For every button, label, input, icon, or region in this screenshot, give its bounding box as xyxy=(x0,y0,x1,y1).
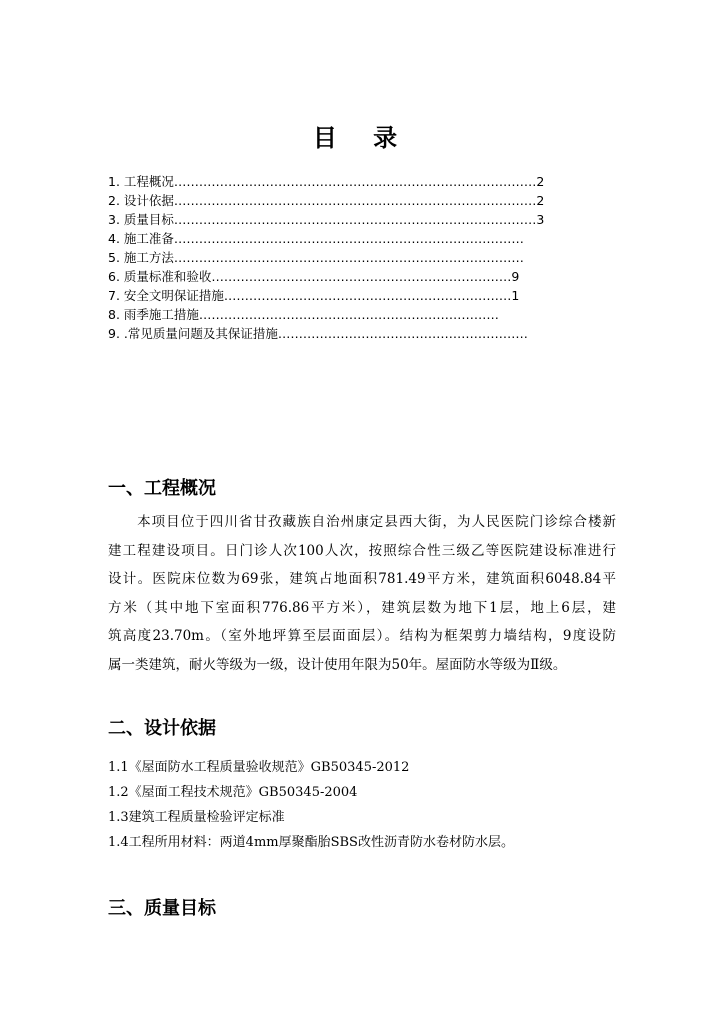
toc-leader-dots: …………………………………………………………………………… xyxy=(173,193,537,208)
section-heading-quality-goals: 三、质量目标 xyxy=(108,898,216,919)
toc-entry[interactable] xyxy=(108,267,608,286)
toc-entry-label: 3. 质量目标 xyxy=(108,212,174,227)
toc-entry-page: 2 xyxy=(536,174,545,189)
design-basis-item: 1.3建筑工程质量检验评定标准 xyxy=(108,810,285,825)
design-basis-list xyxy=(108,755,628,855)
toc-leader-dots: ……………………………………………………………… xyxy=(211,269,512,284)
toc-entry[interactable] xyxy=(108,324,608,343)
design-basis-item: 1.1《屋面防水工程质量验收规范》GB50345-2012 xyxy=(108,760,410,775)
toc-entry[interactable] xyxy=(108,172,608,191)
toc-entry-page: 2 xyxy=(536,193,545,208)
table-of-contents xyxy=(108,172,608,343)
paragraph-line: 方米（其中地下室面积776.86平方米），建筑层数为地下1层，地上6层，建 xyxy=(108,599,616,616)
toc-entry-page: 9 xyxy=(511,269,520,284)
toc-leader-dots: ……………………………………………………………… xyxy=(198,307,499,322)
toc-entry-label: 5. 施工方法 xyxy=(108,250,174,265)
toc-entry-page: 3 xyxy=(536,212,545,227)
toc-entry[interactable] xyxy=(108,286,608,305)
toc-title: 目 录 xyxy=(312,124,412,152)
toc-entry[interactable] xyxy=(108,248,608,267)
toc-leader-dots: …………………………………………………………… xyxy=(223,288,512,303)
paragraph-line: 属一类建筑，耐火等级为一级，设计使用年限为50年。屋面防水等级为Ⅱ级。 xyxy=(108,656,567,673)
design-basis-item: 1.4工程所用材料：两道4mm厚聚酯胎SBS改性沥青防水卷材防水层。 xyxy=(108,835,514,850)
toc-leader-dots: ………………………………………………………………………… xyxy=(173,250,524,265)
toc-entry-label: 6. 质量标准和验收 xyxy=(108,269,212,284)
toc-leader-dots: …………………………………………………………………………… xyxy=(173,212,537,227)
toc-leader-dots: …………………………………………………………………………… xyxy=(173,174,537,189)
toc-entry-label: 2. 设计依据 xyxy=(108,193,174,208)
paragraph-line: 筑高度23.70m。（室外地坪算至层面面层）。结构为框架剪力墙结构，9度设防 xyxy=(108,628,616,644)
project-overview-paragraph xyxy=(108,508,616,679)
toc-entry[interactable] xyxy=(108,229,608,248)
paragraph-line: 本项目位于四川省甘孜藏族自治州康定县西大街，为人民医院门诊综合楼新 xyxy=(108,514,616,530)
toc-entry-label: 1. 工程概况 xyxy=(108,174,174,189)
toc-entry-label: 4. 施工准备 xyxy=(108,231,174,246)
toc-leader-dots: …………………………………………………… xyxy=(277,326,528,341)
toc-entry[interactable] xyxy=(108,305,608,324)
toc-entry[interactable] xyxy=(108,210,608,229)
paragraph-line: 设计。医院床位数为69张，建筑占地面积781.49平方米，建筑面积6048.84平 xyxy=(108,571,616,587)
section-heading-design-basis: 二、设计依据 xyxy=(108,718,216,739)
toc-leader-dots: ………………………………………………………………………… xyxy=(173,231,524,246)
design-basis-item: 1.2《屋面工程技术规范》GB50345-2004 xyxy=(108,785,358,800)
toc-entry-label: 8. 雨季施工措施 xyxy=(108,307,199,322)
section-heading-project-overview: 一、工程概况 xyxy=(108,478,216,499)
toc-entry-page: 1 xyxy=(511,288,520,303)
toc-entry-label: 9. .常见质量问题及其保证措施 xyxy=(108,326,278,341)
toc-entry-label: 7. 安全文明保证措施 xyxy=(108,288,224,303)
toc-entry[interactable] xyxy=(108,191,608,210)
paragraph-line: 建工程建设项目。日门诊人次100人次，按照综合性三级乙等医院建设标准进行 xyxy=(108,542,616,559)
